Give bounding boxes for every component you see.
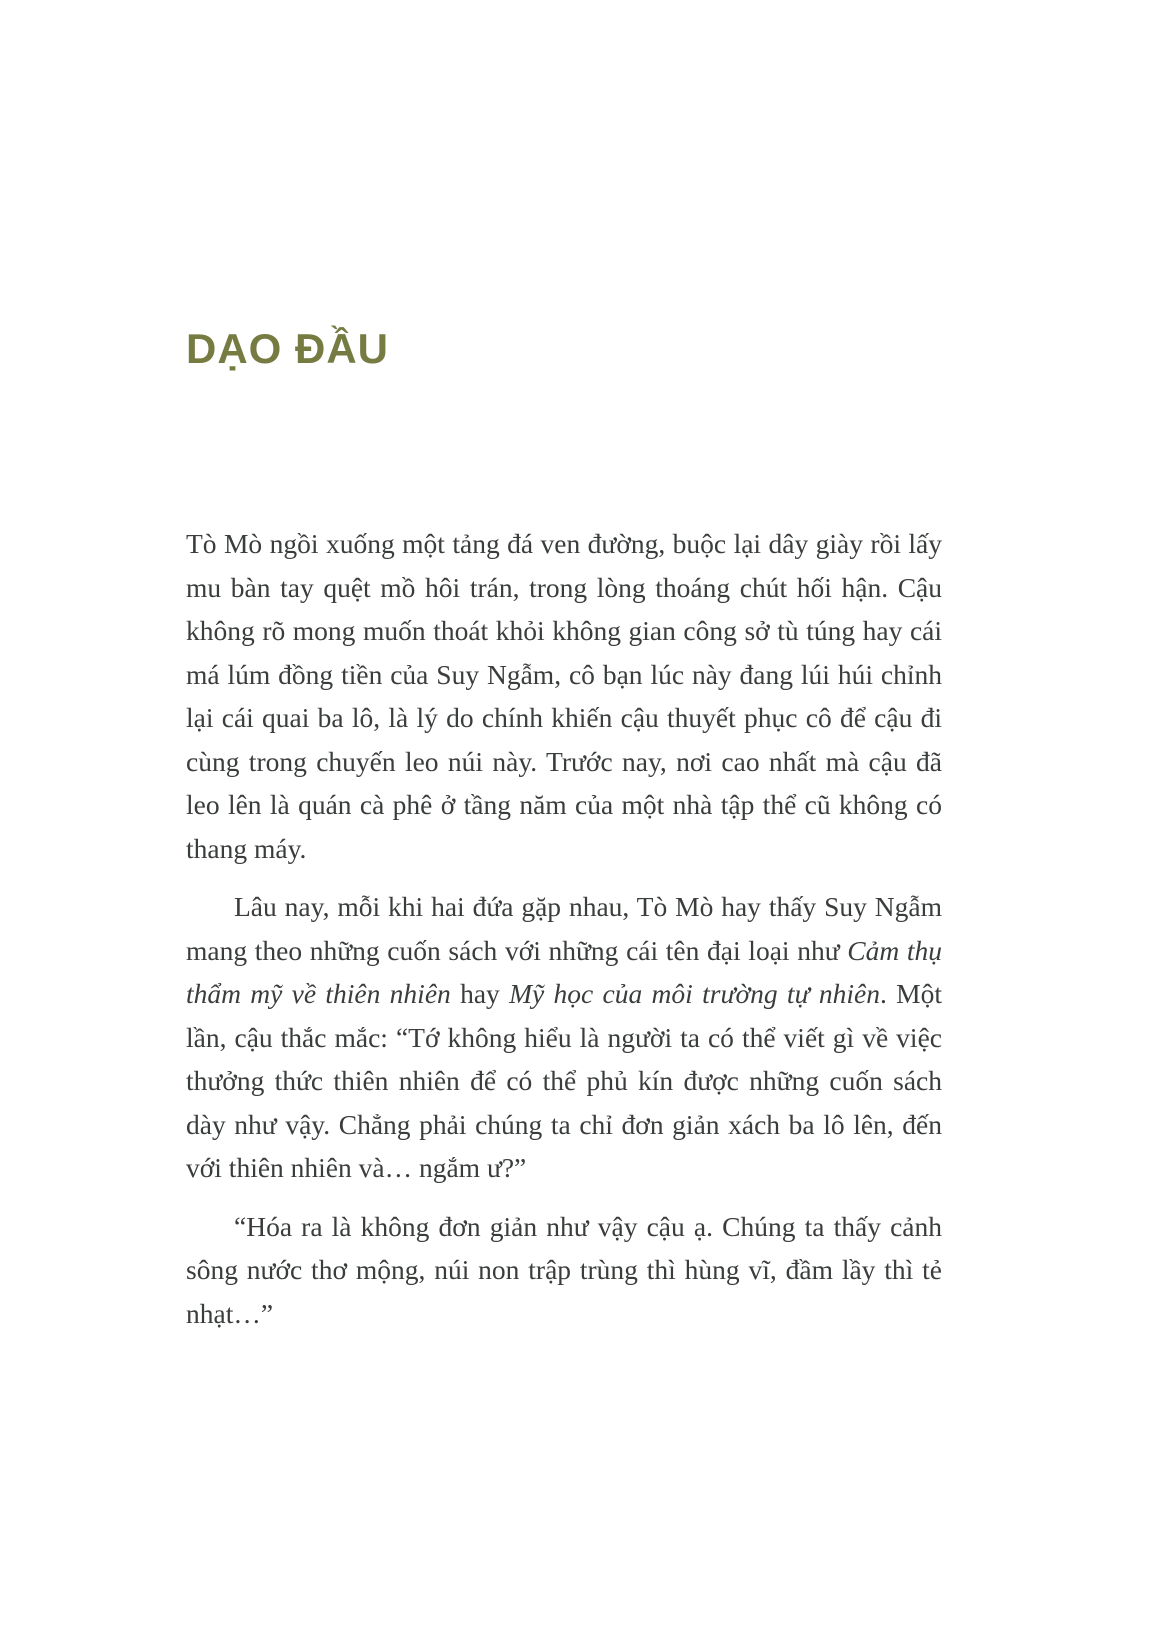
- book-title-italic: Mỹ học của môi trường tự nhiên: [509, 978, 880, 1009]
- paragraph-text: hay: [450, 978, 510, 1009]
- paragraph-text: Tò Mò ngồi xuống một tảng đá ven đường, buộc lại dây giày rồi lấy mu bàn tay quệt mồ hôi trán, trong lòng thoáng chút hối hận. Cậu không rõ mong muốn thoát khỏi không gian công sở tù túng hay cái má lúm đồng tiền của Suy Ngẫm, cô bạn lúc này đang lúi húi chỉnh lại cái quai ba lô, là lý do chính khiến cậu thuyết phục cô để cậu đi cùng trong chuyến leo núi này. Trước nay, nơi cao nhất mà cậu đã leo lên là quán cà phê ở tầng năm của một nhà tập thể cũ không có thang máy.: [186, 528, 942, 864]
- paragraph-text: Lâu nay, mỗi khi hai đứa gặp nhau, Tò Mò hay thấy Suy Ngẫm mang theo những cuốn sách với những cái tên đại loại như: [186, 891, 942, 966]
- paragraph-text: “Hóa ra là không đơn giản như vậy cậu ạ. Chúng ta thấy cảnh sông nước thơ mộng, núi non trập trùng thì hùng vĩ, đầm lầy thì tẻ nhạt…”: [186, 1210, 942, 1329]
- book-title-italic: Cảm thụ thẩm mỹ về thiên nhiên: [186, 934, 943, 1009]
- body-paragraphs: [186, 522, 942, 1335]
- page-content: [186, 325, 943, 1350]
- paragraph-text: . Một lần, cậu thắc mắc: “Tớ không hiểu là người ta có thể viết gì về việc thưởng thức thiên nhiên để có thể phủ kín được những cuốn sách dày như vậy. Chẳng phải chúng ta chỉ đơn giản xách ba lô lên, đến với thiên nhiên và… ngắm ư?”: [186, 978, 943, 1183]
- chapter-heading: DẠO ĐẦU: [186, 325, 389, 372]
- paragraph: [186, 1205, 942, 1336]
- paragraph: [186, 885, 942, 1190]
- paragraph: [186, 522, 942, 870]
